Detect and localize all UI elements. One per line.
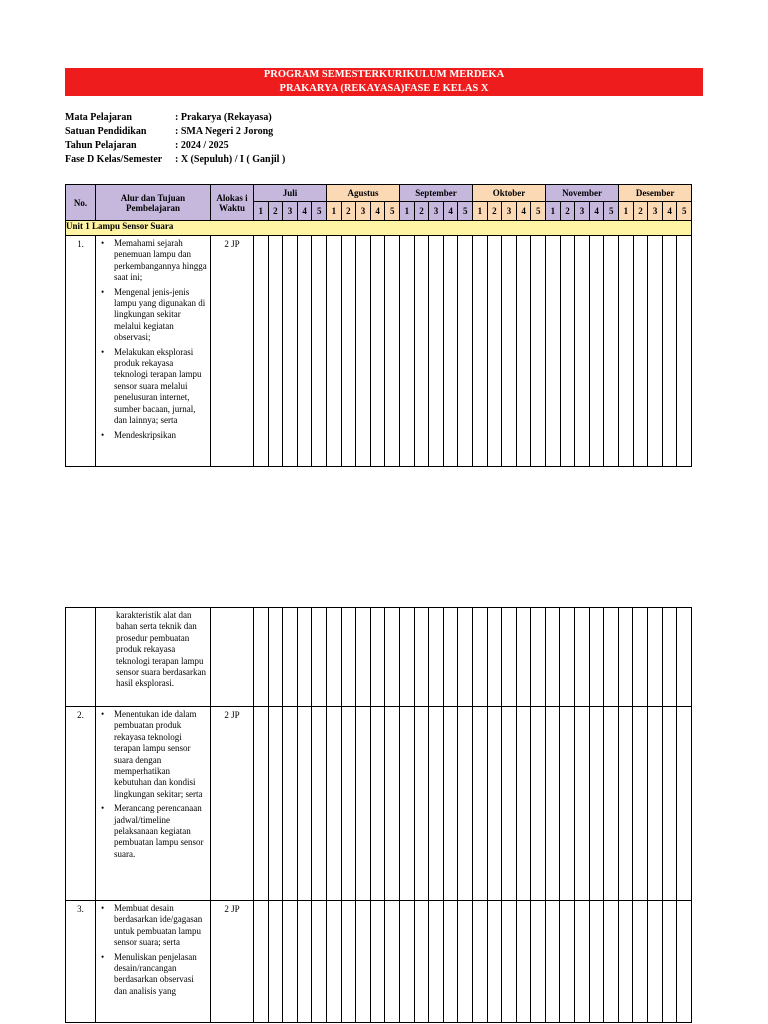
row-number: 3. [66, 901, 96, 1023]
schedule-cell [370, 901, 385, 1023]
schedule-cell [341, 901, 356, 1023]
schedule-cell [370, 236, 385, 467]
schedule-cell [487, 707, 502, 901]
schedule-cell [516, 901, 531, 1023]
schedule-cell [356, 608, 371, 707]
schedule-cell [531, 707, 546, 901]
week-header: 3 [429, 202, 444, 221]
schedule-cell [268, 608, 283, 707]
schedule-cell [604, 707, 619, 901]
week-header: 1 [327, 202, 342, 221]
schedule-cell [458, 901, 473, 1023]
week-header: 2 [341, 202, 356, 221]
col-header-no: No. [66, 185, 96, 221]
schedule-cell [268, 901, 283, 1023]
meta-key: Mata Pelajaran [65, 112, 132, 123]
schedule-cell [473, 236, 488, 467]
table-row [66, 608, 692, 707]
schedule-cell [546, 236, 561, 467]
schedule-cell [502, 707, 517, 901]
schedule-cell [429, 608, 444, 707]
schedule-cell [414, 608, 429, 707]
schedule-cell [677, 608, 692, 707]
schedule-cell [326, 901, 341, 1023]
schedule-cell [575, 236, 590, 467]
schedule-cell [662, 901, 677, 1023]
row-number: 1. [66, 236, 96, 467]
table-row [66, 707, 692, 901]
schedule-cell [619, 236, 634, 467]
program-semester-table [65, 184, 692, 467]
row-objectives [96, 236, 211, 467]
table-row [66, 901, 692, 1023]
row-time-empty [211, 608, 254, 707]
schedule-cell [429, 236, 444, 467]
week-header: 5 [531, 202, 546, 221]
schedule-cell [633, 707, 648, 901]
week-header: 5 [312, 202, 327, 221]
row-time: 2 JP [211, 901, 254, 1023]
schedule-cell [443, 608, 458, 707]
week-header: 5 [385, 202, 400, 221]
schedule-cell [516, 707, 531, 901]
schedule-cell [545, 608, 560, 707]
meta-row [65, 126, 285, 140]
schedule-cell [575, 707, 590, 901]
week-header: 3 [283, 202, 298, 221]
meta-row [65, 140, 285, 154]
week-header: 3 [575, 202, 590, 221]
schedule-cell [531, 236, 546, 467]
program-semester-table-continued [65, 607, 692, 1023]
schedule-cell [341, 608, 356, 707]
schedule-cell [429, 901, 444, 1023]
month-header: Desember [619, 185, 692, 202]
schedule-cell [283, 901, 298, 1023]
schedule-cell [370, 608, 385, 707]
schedule-cell [443, 901, 458, 1023]
meta-info [65, 112, 285, 168]
schedule-cell [443, 707, 458, 901]
schedule-cell [283, 608, 298, 707]
schedule-cell [356, 236, 371, 467]
schedule-cell [458, 707, 473, 901]
week-header: 2 [487, 202, 502, 221]
schedule-cell [297, 236, 312, 467]
week-header: 4 [370, 202, 385, 221]
schedule-cell [326, 608, 341, 707]
schedule-cell [575, 608, 590, 707]
schedule-cell [633, 901, 648, 1023]
schedule-cell [356, 707, 371, 901]
week-header: 4 [443, 202, 458, 221]
schedule-cell [472, 901, 487, 1023]
row-time: 2 JP [211, 236, 254, 467]
schedule-cell [385, 608, 400, 707]
objective-item: • Menentukan ide dalam pembuatan produk rekayasa teknologi terapan lampu sensor suara dengan memperhatikan kebutuhan dan kondisi lingkungan sekitar; serta [114, 709, 208, 800]
schedule-cell [312, 707, 327, 901]
row-objectives-continued [96, 608, 211, 707]
week-header: 1 [254, 202, 269, 221]
schedule-cell [472, 608, 487, 707]
schedule-cell [268, 236, 283, 467]
schedule-cell [341, 236, 356, 467]
schedule-cell [575, 901, 590, 1023]
schedule-cell [589, 608, 604, 707]
schedule-cell [648, 236, 663, 467]
week-header: 1 [400, 202, 415, 221]
schedule-cell [604, 901, 619, 1023]
week-header: 5 [604, 202, 619, 221]
title-line-2: PRAKARYA (REKAYASA)FASE E KELAS X [279, 82, 489, 94]
week-header: 3 [356, 202, 371, 221]
row-objectives [96, 707, 211, 901]
objective-item: • Memahami sejarah penemuan lampu dan perkembangannya hingga saat ini; [114, 238, 208, 284]
week-header: 4 [589, 202, 604, 221]
week-header: 1 [546, 202, 561, 221]
week-header: 2 [268, 202, 283, 221]
week-header: 4 [662, 202, 677, 221]
schedule-cell [545, 707, 560, 901]
schedule-cell [312, 901, 327, 1023]
week-header: 5 [458, 202, 473, 221]
schedule-cell [502, 608, 517, 707]
schedule-cell [618, 707, 633, 901]
schedule-cell [268, 707, 283, 901]
schedule-cell [385, 707, 400, 901]
row-number: 2. [66, 707, 96, 901]
schedule-cell [545, 901, 560, 1023]
schedule-cell [502, 236, 517, 467]
schedule-cell [458, 236, 473, 467]
meta-key: Tahun Pelajaran [65, 140, 137, 151]
schedule-cell [254, 901, 269, 1023]
meta-value: : 2024 / 2025 [175, 140, 229, 151]
month-header: Oktober [473, 185, 546, 202]
schedule-cell [662, 608, 677, 707]
objective-item: • Menuliskan penjelasan desain/rancangan berdasarkan observasi dan analisis yang [114, 952, 208, 998]
schedule-cell [370, 707, 385, 901]
header-row-months [66, 185, 692, 202]
schedule-cell [677, 707, 692, 901]
week-header: 4 [297, 202, 312, 221]
schedule-cell [487, 236, 502, 467]
schedule-cell [297, 608, 312, 707]
title-banner [65, 68, 703, 96]
table-row [66, 236, 692, 467]
schedule-cell [648, 608, 663, 707]
schedule-cell [618, 901, 633, 1023]
schedule-cell [677, 236, 692, 467]
schedule-cell [604, 608, 619, 707]
month-header: Agustus [327, 185, 400, 202]
objective-item: • Merancang perencanaan jadwal/timeline pelaksanaan kegiatan pembuatan lampu sensor suara. [114, 803, 208, 860]
schedule-cell [560, 901, 575, 1023]
unit-row [66, 221, 692, 236]
schedule-cell [326, 707, 341, 901]
schedule-cell [604, 236, 619, 467]
schedule-cell [356, 901, 371, 1023]
row-time: 2 JP [211, 707, 254, 901]
objective-item: • Mengenal jenis-jenis lampu yang digunakan di lingkungan sekitar melalui kegiatan observasi; [114, 287, 208, 344]
week-header: 2 [633, 202, 648, 221]
schedule-cell [254, 707, 269, 901]
meta-row [65, 154, 285, 168]
schedule-cell [472, 707, 487, 901]
schedule-cell [487, 608, 502, 707]
schedule-cell [516, 236, 531, 467]
schedule-cell [400, 236, 415, 467]
week-header: 5 [677, 202, 692, 221]
schedule-cell [662, 707, 677, 901]
schedule-cell [662, 236, 677, 467]
schedule-cell [414, 901, 429, 1023]
meta-value: : SMA Negeri 2 Jorong [175, 126, 274, 137]
schedule-cell [516, 608, 531, 707]
schedule-cell [531, 901, 546, 1023]
schedule-cell [487, 901, 502, 1023]
schedule-cell [283, 707, 298, 901]
week-header: 3 [502, 202, 517, 221]
schedule-cell [399, 901, 414, 1023]
title-line-1: PROGRAM SEMESTERKURIKULUM MERDEKA [263, 69, 505, 80]
schedule-cell [414, 236, 429, 467]
week-header: 3 [648, 202, 663, 221]
schedule-cell [297, 707, 312, 901]
meta-key: Fase D Kelas/Semester [65, 154, 163, 165]
week-header: 4 [516, 202, 531, 221]
meta-row [65, 112, 285, 126]
col-header-alur: Alur dan Tujuan Pembelajaran [96, 185, 211, 221]
schedule-cell [560, 608, 575, 707]
schedule-cell [429, 707, 444, 901]
objective-item: • Mendeskripsikan [114, 430, 208, 441]
week-header: 1 [473, 202, 488, 221]
meta-key: Satuan Pendidikan [65, 126, 147, 137]
schedule-cell [589, 901, 604, 1023]
week-header: 2 [560, 202, 575, 221]
meta-value: : X (Sepuluh) / I ( Ganjil ) [175, 154, 286, 165]
schedule-cell [399, 707, 414, 901]
schedule-cell [502, 901, 517, 1023]
objective-continuation: karakteristik alat dan bahan serta teknik dan prosedur pembuatan produk rekayasa teknologi terapan lampu sensor suara berdasarkan hasil eksplorasi. [116, 610, 206, 689]
schedule-cell [677, 901, 692, 1023]
schedule-cell [458, 608, 473, 707]
schedule-cell [648, 707, 663, 901]
objective-item: • Membuat desain berdasarkan ide/gagasan untuk pembuatan lampu sensor suara; serta [114, 903, 208, 949]
schedule-cell [297, 901, 312, 1023]
schedule-cell [589, 236, 604, 467]
schedule-cell [283, 236, 298, 467]
row-objectives [96, 901, 211, 1023]
schedule-cell [589, 707, 604, 901]
schedule-cell [531, 608, 546, 707]
schedule-cell [254, 236, 269, 467]
unit-title: Unit 1 Lampu Sensor Suara [66, 221, 692, 236]
schedule-cell [560, 236, 575, 467]
schedule-cell [327, 236, 342, 467]
schedule-cell [312, 608, 327, 707]
month-header: September [400, 185, 473, 202]
schedule-cell [633, 236, 648, 467]
row-number-empty [66, 608, 96, 707]
meta-value: : Prakarya (Rekayasa) [175, 112, 272, 123]
schedule-cell [443, 236, 458, 467]
schedule-cell [560, 707, 575, 901]
schedule-cell [633, 608, 648, 707]
col-header-alokasi: Alokas i Waktu [211, 185, 254, 221]
schedule-cell [312, 236, 327, 467]
schedule-cell [648, 901, 663, 1023]
schedule-cell [399, 608, 414, 707]
month-header: November [546, 185, 619, 202]
schedule-cell [385, 236, 400, 467]
objective-item: • Melakukan eksplorasi produk rekayasa teknologi terapan lampu sensor suara melalui penelusuran internet, sumber bacaan, jurnal, dan lainnya; serta [114, 347, 208, 427]
month-header: Juli [254, 185, 327, 202]
schedule-cell [414, 707, 429, 901]
schedule-cell [254, 608, 269, 707]
schedule-cell [618, 608, 633, 707]
week-header: 2 [414, 202, 429, 221]
schedule-cell [341, 707, 356, 901]
week-header: 1 [619, 202, 634, 221]
schedule-cell [385, 901, 400, 1023]
